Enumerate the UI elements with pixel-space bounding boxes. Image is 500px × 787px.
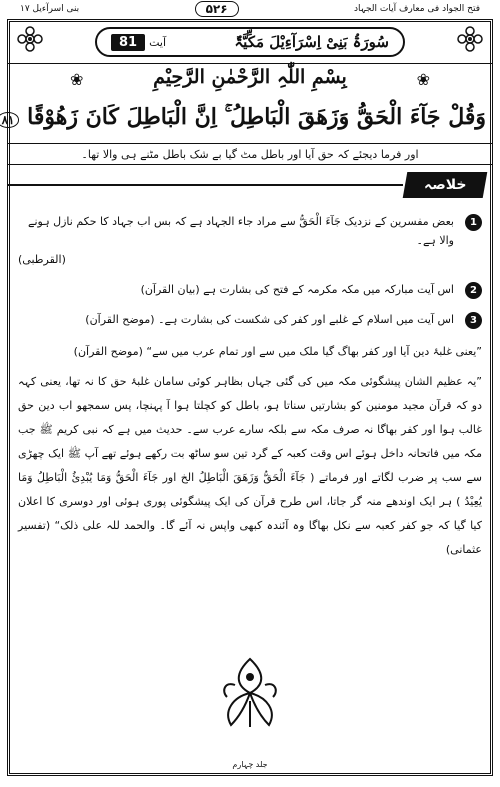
section-title-badge bbox=[403, 172, 488, 198]
point-text: بعض مفسرین کے نزدیک جَآءَ الْحَقُّ سے مراد جاء الجہاد ہے کہ بس اب جہاد کا حکم نازل ہونے والا ہے۔ bbox=[28, 215, 454, 247]
calligraphic-emblem-icon bbox=[215, 655, 285, 730]
point-number: 3 bbox=[465, 312, 482, 329]
commentary-paragraph: ”یہ عظیم الشان پیشگوئی مکہ میں کی گئی جہاں بظاہر کوئی سامان غلبۂ حق کا نہ تھا، یعنی کہہ دو کہ قرآن مجید مومنین کو بشارتیں سناتا ہو، باطل کو کچلتا ہوا آ پہنچا، پس سمجھو اب دین حق غالب ہوا اور کفر بھاگا نہ صرف مکہ سے بلکہ سارے عرب سے۔ حدیث میں ہے کہ نبی کریم ﷺ جب مکہ میں فاتحانہ داخل ہوئے اس وقت کعبہ کے گرد تین سو ساٹھ بت رکھے ہوئے تھے آپ ﷺ ایک چھڑی سے سب پر ضرب لگاتے اور فرماتے ( جَآءَ الْحَقُّ وَزَهَقَ الْبَاطِلُ الخ اور جَآءَ الْحَقُّ وَمَا يُبْدِئُ الْبَاطِلُ وَمَا يُعِيْدُ ) ہر ایک اوندھے منہ گر جاتا، اس طرح قرآن کی ایک پیشگوئی پوری ہوئی اور دوسری کا اعلان کیا گیا کہ جو کفر کعبہ سے نکل بھاگا وہ آئندہ کبھی واپس نہ آئے گا۔ والحمد للہ علی ذلک“ (تفسیر عثمانی) bbox=[18, 375, 482, 556]
page-number: ۵۲۶ bbox=[195, 1, 239, 17]
bismillah: بِسْمِ اللّٰہِ الرَّحْمٰنِ الرَّحِیْمِ bbox=[153, 66, 347, 88]
rosette-ornament-icon bbox=[457, 26, 483, 52]
verse-text: وَقُلْ جَآءَ الْحَقُّ وَزَهَقَ الْبَاطِلُ ۚ اِنَّ الْبَاطِلَ كَانَ زَهُوْقًا bbox=[27, 104, 486, 130]
point-number: 1 bbox=[465, 214, 482, 231]
ayah-indicator bbox=[111, 34, 166, 51]
bismillah-ornament-icon: ❀ bbox=[70, 70, 84, 89]
summary-point bbox=[18, 212, 482, 269]
point-reference: (موضح القرآن) bbox=[85, 313, 155, 326]
running-header bbox=[20, 0, 480, 17]
surah-title-cartouche bbox=[95, 27, 405, 57]
verse-end-marker: ۸۱ bbox=[0, 112, 19, 128]
section-heading bbox=[7, 172, 493, 198]
point-number: 2 bbox=[465, 282, 482, 299]
ayah-label: آیت bbox=[149, 35, 167, 49]
summary-point bbox=[18, 280, 482, 299]
summary-point bbox=[18, 310, 482, 329]
point-text: اس آیت میں اسلام کے غلبے اور کفر کی شکست کی بشارت ہے۔ bbox=[158, 313, 454, 326]
section-title: خلاصہ bbox=[423, 177, 467, 193]
surah-name: سُورَۃُ بَنِیْ اِسْرَآءِیْلَ مَکِّیَّۃٌ bbox=[234, 33, 389, 51]
section-rule bbox=[7, 184, 403, 186]
point-text: اس آیت مبارکہ میں مکہ مکرمہ کے فتح کی بشارت ہے bbox=[203, 283, 454, 296]
point-reference: (القرطبی) bbox=[18, 253, 66, 266]
header-surah-ref: بنی اسرآءیل ۱۷ bbox=[20, 3, 80, 14]
point-reference: (بیان القرآن) bbox=[140, 283, 200, 296]
rosette-ornament-icon bbox=[17, 26, 43, 52]
header-book-title: فتح الجواد فی معارف آیات الجہاد bbox=[353, 3, 480, 14]
volume-note: جلد چہارم bbox=[232, 760, 268, 769]
quran-verse bbox=[1, 104, 486, 142]
quote-line: ”یعنی غلبۂ دین آیا اور کفر بھاگ گیا ملک میں سے اور تمام عرب میں سے“ (موضح القرآن) bbox=[73, 345, 482, 358]
verse-translation: اور فرما دیجئے کہ حق آیا اور باطل مٹ گیا بے شک باطل مٹنے ہی والا تھا۔ bbox=[7, 143, 493, 165]
bismillah-ornament-icon: ❀ bbox=[416, 70, 430, 89]
ayah-number: 81 bbox=[111, 34, 145, 51]
